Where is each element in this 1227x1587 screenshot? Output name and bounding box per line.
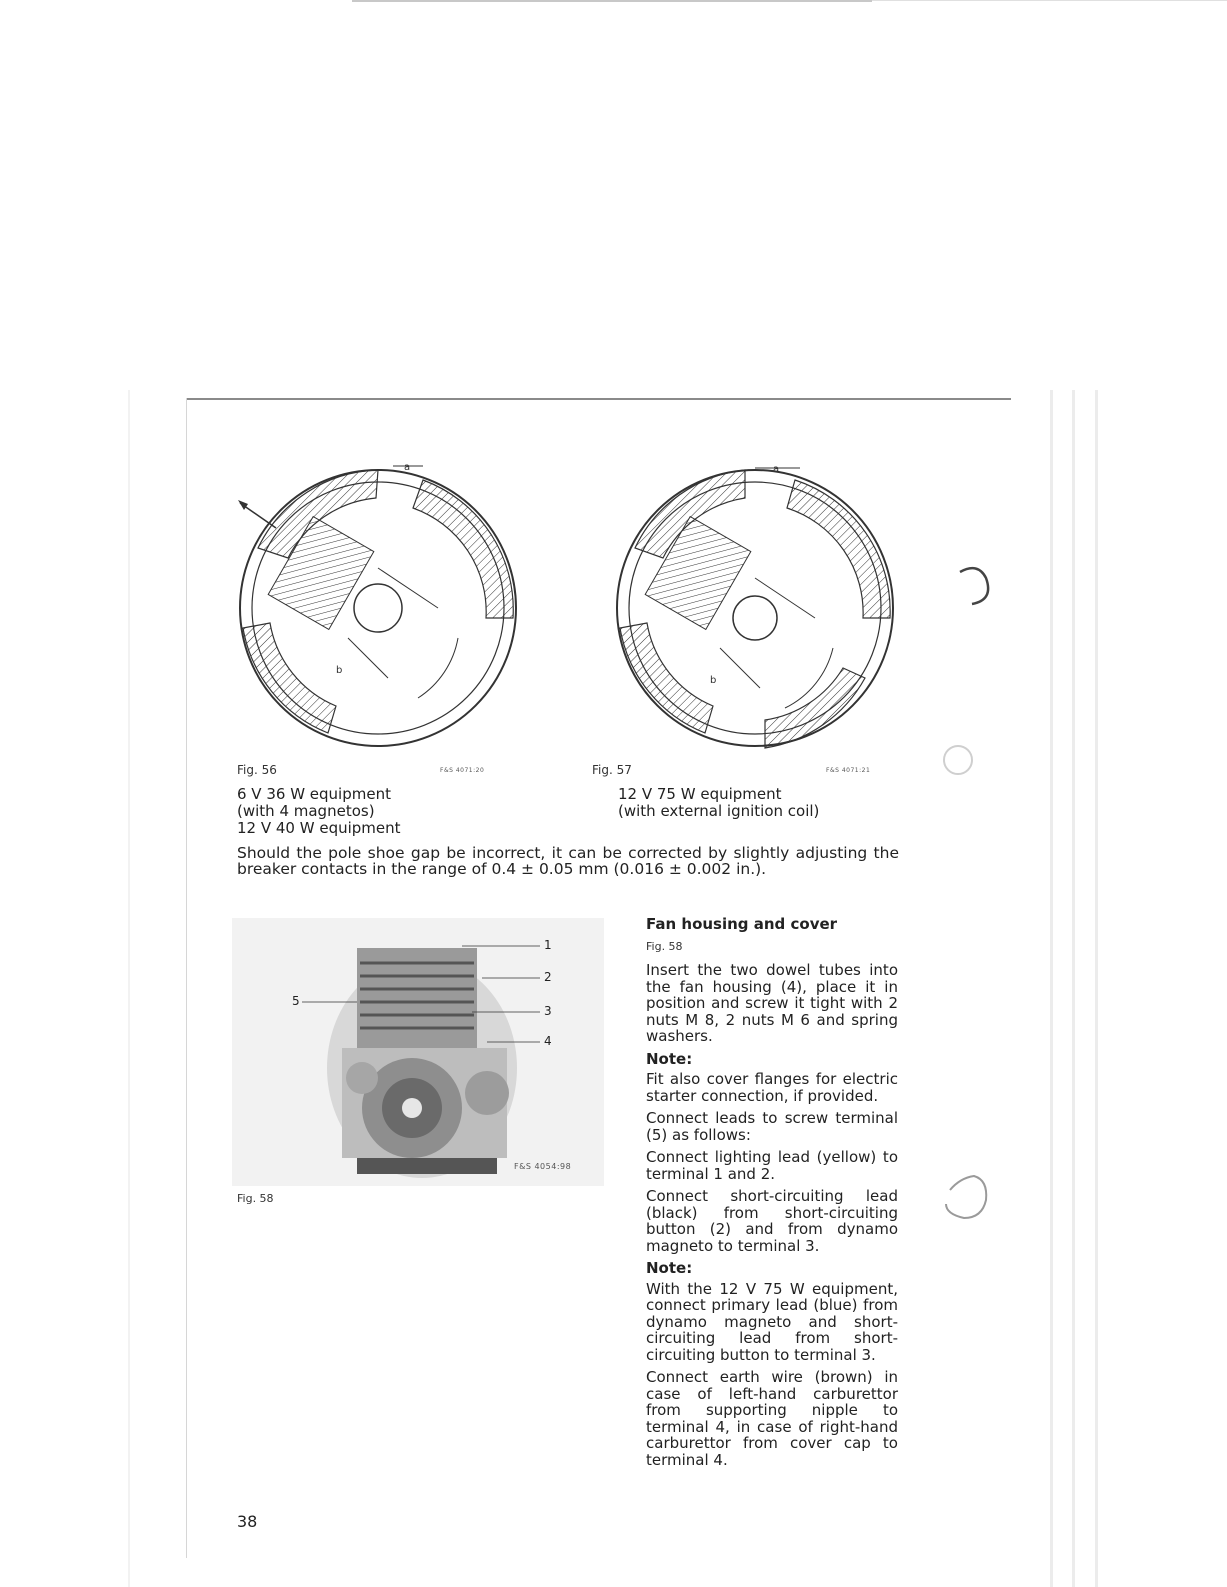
note-paragraph: Connect lighting lead (yellow) to terminal 1 and 2. bbox=[646, 1148, 898, 1183]
dimension-b-label: b bbox=[710, 675, 717, 686]
dimension-a-label: a bbox=[773, 464, 780, 475]
binder-hole-icon bbox=[950, 560, 1000, 610]
page-left-edge bbox=[186, 398, 187, 1558]
caption-line: (with external ignition coil) bbox=[618, 802, 820, 820]
caption-line: 12 V 40 W equipment bbox=[237, 819, 401, 837]
fig58-photo bbox=[232, 918, 604, 1186]
callout-leader-lines bbox=[232, 918, 604, 1186]
fig57-label: Fig. 57 bbox=[592, 763, 632, 777]
scan-edge-line bbox=[872, 0, 1227, 1]
fig57-code: F&S 4071:21 bbox=[826, 767, 871, 774]
pole-shoe-paragraph: Should the pole shoe gap be incorrect, it can be corrected by slightly adjusting the breaker contacts in the range of 0.4 ± 0.05 mm (0.016 ± 0.002 in.). bbox=[237, 844, 899, 878]
caption-line: 12 V 75 W equipment bbox=[618, 785, 782, 803]
section-title: Fan housing and cover bbox=[646, 915, 838, 933]
caption-line: (with 4 magnetos) bbox=[237, 802, 375, 820]
note-paragraph: Connect short-circuiting lead (black) from short-circuiting button (2) and from dynamo magneto to terminal 3. bbox=[646, 1187, 898, 1255]
fig56-code: F&S 4071:20 bbox=[440, 767, 485, 774]
section-body bbox=[646, 962, 898, 1474]
callout-1: 1 bbox=[544, 938, 552, 952]
caption-line: 6 V 36 W equipment bbox=[237, 785, 391, 803]
dimension-a-label: a bbox=[404, 462, 411, 473]
page-number: 38 bbox=[237, 1512, 258, 1531]
scan-edge-line bbox=[352, 0, 872, 2]
page-top-rule bbox=[186, 398, 1011, 400]
fig56-caption bbox=[237, 786, 401, 837]
note-paragraph: Fit also cover flanges for electric starter connection, if provided. bbox=[646, 1070, 898, 1105]
binder-hole-icon bbox=[940, 740, 980, 780]
fig57-diagram bbox=[605, 458, 905, 758]
page-shadow bbox=[128, 390, 130, 1587]
fig58-label: Fig. 58 bbox=[237, 1192, 274, 1205]
section-fig-ref: Fig. 58 bbox=[646, 940, 683, 953]
callout-4: 4 bbox=[544, 1034, 552, 1048]
fig56-diagram bbox=[228, 458, 528, 758]
fig56-label: Fig. 56 bbox=[237, 763, 277, 777]
note-paragraph: Connect earth wire (brown) in case of left-hand carburettor from supporting nipple to terminal 4, in case of right-hand carburettor from cover cap to terminal 4. bbox=[646, 1368, 898, 1469]
fig58-code: F&S 4054:98 bbox=[514, 1162, 572, 1171]
note-heading: Note: bbox=[646, 1049, 693, 1068]
binder-hole-icon bbox=[940, 1170, 995, 1230]
note-paragraph: Connect leads to screw terminal (5) as follows: bbox=[646, 1109, 898, 1144]
callout-3: 3 bbox=[544, 1004, 552, 1018]
note-heading: Note: bbox=[646, 1259, 693, 1277]
note-paragraph: With the 12 V 75 W equipment, connect primary lead (blue) from dynamo magneto and short-circuiting lead from short-circuiting button to terminal 3. bbox=[646, 1279, 898, 1364]
callout-5: 5 bbox=[292, 994, 300, 1008]
fig57-caption bbox=[618, 786, 819, 820]
page-shadow bbox=[1072, 390, 1075, 1587]
dimension-b-label: b bbox=[336, 665, 343, 676]
callout-2: 2 bbox=[544, 970, 552, 984]
intro-paragraph: Insert the two dowel tubes into the fan housing (4), place it in position and screw it tight with 2 nuts M 8, 2 nuts M 6 and spring washers. bbox=[646, 961, 898, 1045]
page-shadow bbox=[1095, 390, 1098, 1587]
page-shadow bbox=[1050, 390, 1053, 1587]
